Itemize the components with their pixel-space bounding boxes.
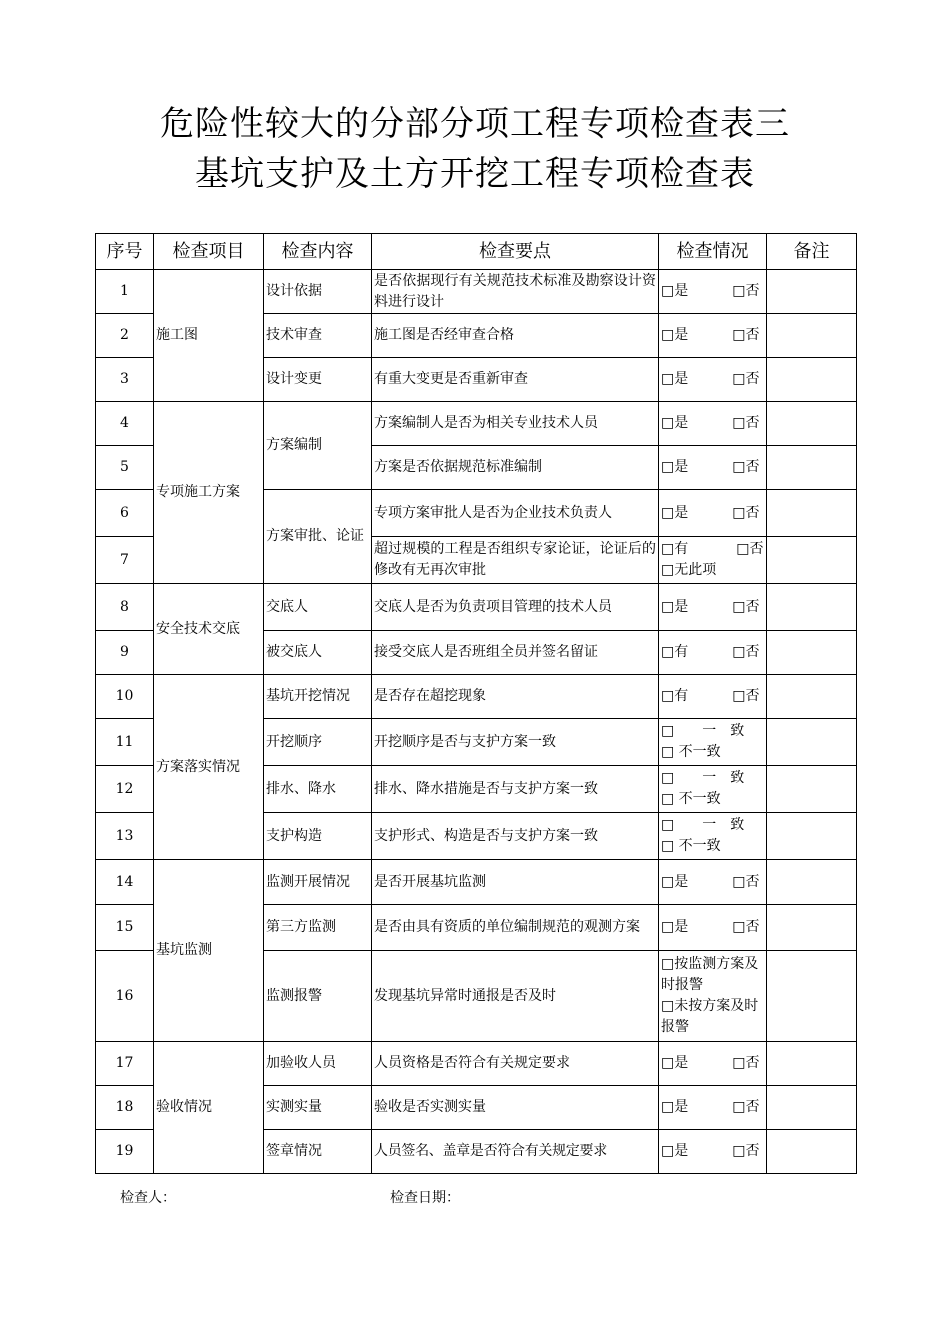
remarks-cell[interactable]: [767, 402, 857, 446]
check-status: [659, 1086, 767, 1130]
check-status: [659, 490, 767, 537]
check-content: 开挖顺序: [264, 719, 372, 766]
group-special-plan: 专项施工方案: [154, 402, 264, 584]
checkbox-no[interactable]: □否: [732, 415, 760, 431]
row-number: 4: [96, 402, 154, 446]
check-content: 排水、降水: [264, 766, 372, 813]
check-content: 方案编制: [264, 402, 372, 490]
remarks-cell[interactable]: [767, 719, 857, 766]
checkbox-yes[interactable]: □是: [661, 1143, 689, 1159]
row-number: 19: [96, 1130, 154, 1174]
check-points: 接受交底人是否班组全员并签名留证: [372, 631, 659, 675]
remarks-cell[interactable]: [767, 813, 857, 860]
remarks-cell[interactable]: [767, 584, 857, 631]
check-status: [659, 584, 767, 631]
checkbox-no[interactable]: □否: [732, 504, 760, 521]
header-item: 检查项目: [154, 234, 264, 270]
check-content: 设计依据: [264, 270, 372, 314]
group-acceptance: 验收情况: [154, 1042, 264, 1174]
row-number: 1: [96, 270, 154, 314]
group-safety-briefing: 安全技术交底: [154, 584, 264, 675]
check-content: 实测实量: [264, 1086, 372, 1130]
check-status: [659, 314, 767, 358]
check-content: 方案审批、论证: [264, 490, 372, 584]
check-content: 签章情况: [264, 1130, 372, 1174]
check-content: 监测报警: [264, 951, 372, 1042]
check-content: 设计变更: [264, 358, 372, 402]
check-status: [659, 860, 767, 905]
check-content: 技术审查: [264, 314, 372, 358]
check-points: 方案编制人是否为相关专业技术人员: [372, 402, 659, 446]
remarks-cell[interactable]: [767, 905, 857, 951]
table-row: [96, 860, 857, 905]
checkbox-yes[interactable]: □是: [661, 327, 689, 343]
checkbox-reported-on-time[interactable]: □按监测方案及时报警: [661, 956, 759, 993]
remarks-cell[interactable]: [767, 860, 857, 905]
checkbox-no[interactable]: □否: [732, 598, 760, 615]
checkbox-no[interactable]: □否: [732, 919, 760, 935]
check-status: [659, 813, 767, 860]
check-points: 人员资格是否符合有关规定要求: [372, 1042, 659, 1086]
check-points: 是否由具有资质的单位编制规范的观测方案: [372, 905, 659, 951]
check-status: [659, 1042, 767, 1086]
row-number: 10: [96, 675, 154, 719]
check-status: [659, 766, 767, 813]
row-number: 2: [96, 314, 154, 358]
row-number: 14: [96, 860, 154, 905]
table-row: [96, 675, 857, 719]
remarks-cell[interactable]: [767, 358, 857, 402]
check-points: 是否存在超挖现象: [372, 675, 659, 719]
checkbox-not-applicable[interactable]: □无此项: [661, 562, 717, 578]
checkbox-yes[interactable]: □有: [661, 688, 689, 704]
check-status: [659, 631, 767, 675]
table-row: [96, 270, 857, 314]
check-status: [659, 951, 767, 1042]
row-number: 15: [96, 905, 154, 951]
remarks-cell[interactable]: [767, 537, 857, 584]
check-points: 方案是否依据规范标准编制: [372, 446, 659, 490]
group-pit-monitoring: 基坑监测: [154, 860, 264, 1042]
check-points: 施工图是否经审查合格: [372, 314, 659, 358]
remarks-cell[interactable]: [767, 314, 857, 358]
remarks-cell[interactable]: [767, 490, 857, 537]
check-points: 开挖顺序是否与支护方案一致: [372, 719, 659, 766]
table-row: [96, 1042, 857, 1086]
row-number: 13: [96, 813, 154, 860]
check-status: [659, 905, 767, 951]
check-status: [659, 446, 767, 490]
table-row: [96, 584, 857, 631]
header-row: [96, 234, 857, 270]
checkbox-no[interactable]: □否: [732, 327, 760, 343]
remarks-cell[interactable]: [767, 446, 857, 490]
row-number: 5: [96, 446, 154, 490]
checkbox-not-reported-on-time[interactable]: □未按方案及时报警: [661, 998, 759, 1035]
checkbox-yes[interactable]: □是: [661, 1099, 689, 1115]
row-number: 16: [96, 951, 154, 1042]
check-status: [659, 1130, 767, 1174]
checkbox-inconsistent[interactable]: □ 不一致: [661, 791, 721, 807]
remarks-cell[interactable]: [767, 1042, 857, 1086]
check-status: [659, 537, 767, 584]
checkbox-no[interactable]: □否: [732, 1055, 760, 1071]
checkbox-inconsistent[interactable]: □ 不一致: [661, 744, 721, 760]
checkbox-no[interactable]: □否: [732, 1099, 760, 1115]
row-number: 9: [96, 631, 154, 675]
checkbox-consistent[interactable]: □ 一 致: [661, 770, 745, 786]
check-content: 交底人: [264, 584, 372, 631]
inspection-date-label: 检查日期：: [390, 1190, 460, 1206]
check-status: [659, 402, 767, 446]
check-points: 交底人是否为负责项目管理的技术人员: [372, 584, 659, 631]
header-points: 检查要点: [372, 234, 659, 270]
check-content: 加验收人员: [264, 1042, 372, 1086]
check-points: 支护形式、构造是否与支护方案一致: [372, 813, 659, 860]
checkbox-yes[interactable]: □是: [661, 873, 689, 890]
checkbox-yes[interactable]: □是: [661, 371, 689, 387]
check-points: 专项方案审批人是否为企业技术负责人: [372, 490, 659, 537]
table-row: [96, 402, 857, 446]
checkbox-consistent[interactable]: □ 一 致: [661, 817, 745, 833]
remarks-cell[interactable]: [767, 270, 857, 314]
check-status: [659, 270, 767, 314]
check-content: 支护构造: [264, 813, 372, 860]
checkbox-yes[interactable]: □是: [661, 919, 689, 935]
checkbox-no[interactable]: □否: [732, 371, 760, 387]
row-number: 11: [96, 719, 154, 766]
remarks-cell[interactable]: [767, 951, 857, 1042]
check-points: 排水、降水措施是否与支护方案一致: [372, 766, 659, 813]
remarks-cell[interactable]: [767, 1086, 857, 1130]
row-number: 8: [96, 584, 154, 631]
remarks-cell[interactable]: [767, 631, 857, 675]
remarks-cell[interactable]: [767, 675, 857, 719]
title-line-1: 危险性较大的分部分项工程专项检查表三: [160, 104, 790, 144]
check-points: 有重大变更是否重新审查: [372, 358, 659, 402]
checkbox-no[interactable]: □否: [732, 283, 760, 299]
header-status: 检查情况: [659, 234, 767, 270]
remarks-cell[interactable]: [767, 766, 857, 813]
check-content: 基坑开挖情况: [264, 675, 372, 719]
check-points: 发现基坑异常时通报是否及时: [372, 951, 659, 1042]
checkbox-no[interactable]: □否: [736, 541, 764, 557]
checkbox-yes[interactable]: □有: [661, 541, 689, 557]
group-plan-implementation: 方案落实情况: [154, 675, 264, 860]
row-number: 3: [96, 358, 154, 402]
checkbox-no[interactable]: □否: [732, 873, 760, 890]
check-status: [659, 358, 767, 402]
check-points: 超过规模的工程是否组织专家论证，论证后的修改有无再次审批: [372, 537, 659, 584]
row-number: 6: [96, 490, 154, 537]
check-points: 验收是否实测实量: [372, 1086, 659, 1130]
remarks-cell[interactable]: [767, 1130, 857, 1174]
checkbox-consistent[interactable]: □ 一 致: [661, 723, 745, 739]
header-content: 检查内容: [264, 234, 372, 270]
check-points: 是否开展基坑监测: [372, 860, 659, 905]
check-content: 监测开展情况: [264, 860, 372, 905]
check-points: 人员签名、盖章是否符合有关规定要求: [372, 1130, 659, 1174]
checkbox-yes[interactable]: □是: [661, 1055, 689, 1071]
header-no: 序号: [96, 234, 154, 270]
row-number: 18: [96, 1086, 154, 1130]
header-remarks: 备注: [767, 234, 857, 270]
row-number: 17: [96, 1042, 154, 1086]
checkbox-no[interactable]: □否: [732, 688, 760, 704]
group-construction-drawing: 施工图: [154, 270, 264, 402]
checkbox-inconsistent[interactable]: □ 不一致: [661, 838, 721, 854]
checkbox-yes[interactable]: □是: [661, 459, 689, 475]
title-line-2: 基坑支护及土方开挖工程专项检查表: [195, 154, 755, 194]
checkbox-no[interactable]: □否: [732, 459, 760, 475]
check-points: 是否依据现行有关规范技术标准及勘察设计资料进行设计: [372, 270, 659, 314]
checkbox-no[interactable]: □否: [732, 644, 760, 660]
checkbox-no[interactable]: □否: [732, 1143, 760, 1159]
row-number: 12: [96, 766, 154, 813]
check-status: [659, 719, 767, 766]
row-number: 7: [96, 537, 154, 584]
checkbox-yes[interactable]: □有: [661, 644, 689, 660]
checkbox-yes[interactable]: □是: [661, 283, 689, 299]
inspector-label: 检查人：: [120, 1190, 176, 1206]
check-status: [659, 675, 767, 719]
checkbox-yes[interactable]: □是: [661, 415, 689, 431]
checkbox-yes[interactable]: □是: [661, 598, 689, 615]
checkbox-yes[interactable]: □是: [661, 504, 689, 521]
inspection-table: [95, 233, 857, 1174]
check-content: 被交底人: [264, 631, 372, 675]
check-content: 第三方监测: [264, 905, 372, 951]
